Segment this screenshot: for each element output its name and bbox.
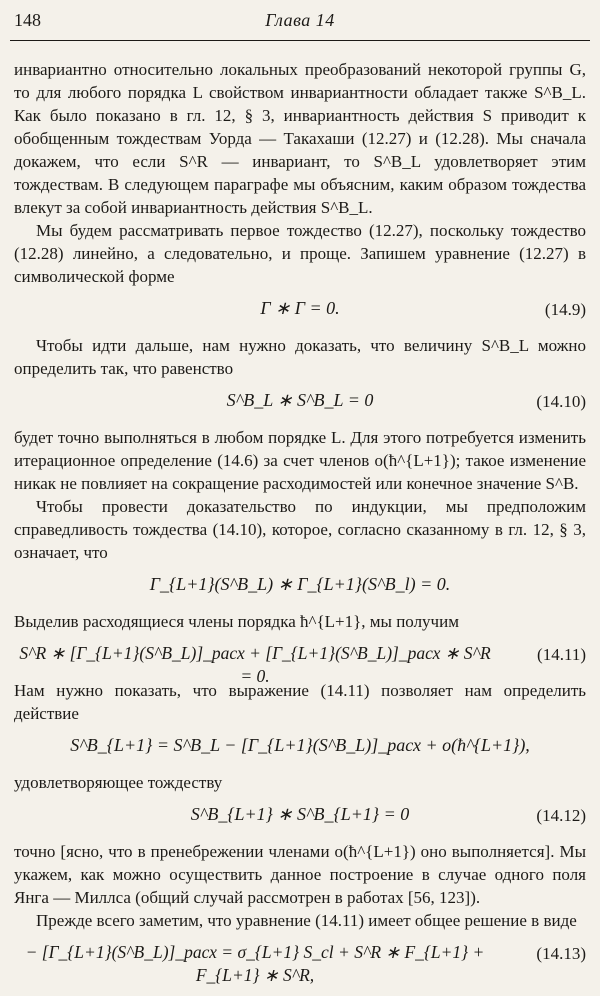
- equation-14-9: [14, 294, 586, 326]
- equation-definition: [14, 731, 586, 763]
- equation-number: (14.11): [537, 645, 586, 664]
- equation-formula: Γ_{L+1}(S^B_L) ∗ Γ_{L+1}(S^B_l) = 0.: [149, 574, 451, 594]
- equation-induction: [14, 570, 586, 602]
- page-header: [0, 0, 600, 40]
- paragraph-8: удовлетворяющее тождеству: [14, 773, 223, 792]
- paragraph-4: будет точно выполняться в любом порядке L. Для этого потребуется изменить итерационное определение (14.6) за счет членов o(ħ^{L+1}); такое изменение никак не повлияет на сокращение расходимостей или конечное значение S^B.: [14, 428, 586, 493]
- page-body: [14, 58, 586, 985]
- equation-number: (14.9): [544, 300, 586, 319]
- equation-formula: S^B_{L+1} ∗ S^B_{L+1} = 0: [190, 804, 410, 824]
- equation-formula: S^R ∗ [Γ_{L+1}(S^B_L)]_расх + [Γ_{L+1}(S^B_L)]_расх ∗ S^R = 0.: [19, 643, 491, 686]
- equation-formula: Γ ∗ Γ = 0.: [260, 298, 340, 318]
- paragraph-1: инвариантно относительно локальных преобразований некоторой группы G, то для любого порядка L свойством инвариантности обладает также S^B_L. Как было показано в гл. 12, § 3, инвариантность действия S приводит к обобщенным тождествам Уорда — Такахаши (12.27) и (12.28). Мы сначала докажем, что если S^R — инвариант, то S^B_L удовлетворяет этим тождествам. В следующем параграфе мы объясним, каким образом тождества влекут за собой инвариантность действия S^B_L.: [14, 60, 586, 217]
- equation-number: (14.12): [536, 806, 586, 825]
- equation-formula: − [Γ_{L+1}(S^B_L)]_расх = σ_{L+1} S_cl + S^R ∗ F_{L+1} + F_{L+1} ∗ S^R,: [25, 942, 485, 985]
- paragraph-5: Чтобы провести доказательство по индукции, мы предположим справедливость тождества (14.10), которое, согласно сказанному в гл. 12, § 3, означает, что: [14, 497, 586, 562]
- equation-formula: S^B_{L+1} = S^B_L − [Γ_{L+1}(S^B_L)]_расх + o(ħ^{L+1}),: [70, 735, 530, 755]
- equation-14-11: [14, 639, 586, 686]
- paragraph-3: Чтобы идти дальше, нам нужно доказать, что величину S^B_L можно определить так, что равенство: [14, 336, 586, 378]
- header-rule: [10, 40, 590, 41]
- paragraph-9: точно [ясно, что в пренебрежении членами o(ħ^{L+1}) оно выполняется]. Мы укажем, как можно осуществить данное построение в случае одного поля Янга — Миллса (общий случай рассмотрен в работах [56, 123]).: [14, 842, 586, 907]
- paragraph-7: Нам нужно показать, что выражение (14.11) позволяет нам определить действие: [14, 681, 586, 723]
- page-number: 148: [14, 10, 41, 30]
- equation-14-10: [14, 386, 586, 418]
- equation-number: (14.13): [536, 944, 586, 963]
- equation-14-13: [14, 938, 586, 985]
- paragraph-2: Мы будем рассматривать первое тождество (12.27), поскольку тождество (12.28) линейно, а следовательно, и проще. Запишем уравнение (12.27) в символической форме: [14, 221, 586, 286]
- running-head: Глава 14: [265, 10, 335, 30]
- equation-number: (14.10): [536, 392, 586, 411]
- equation-formula: S^B_L ∗ S^B_L = 0: [226, 390, 374, 410]
- paragraph-6: Выделив расходящиеся члены порядка ħ^{L+1}, мы получим: [14, 612, 459, 631]
- equation-14-12: [14, 800, 586, 832]
- paragraph-10: Прежде всего заметим, что уравнение (14.11) имеет общее решение в виде: [36, 911, 577, 930]
